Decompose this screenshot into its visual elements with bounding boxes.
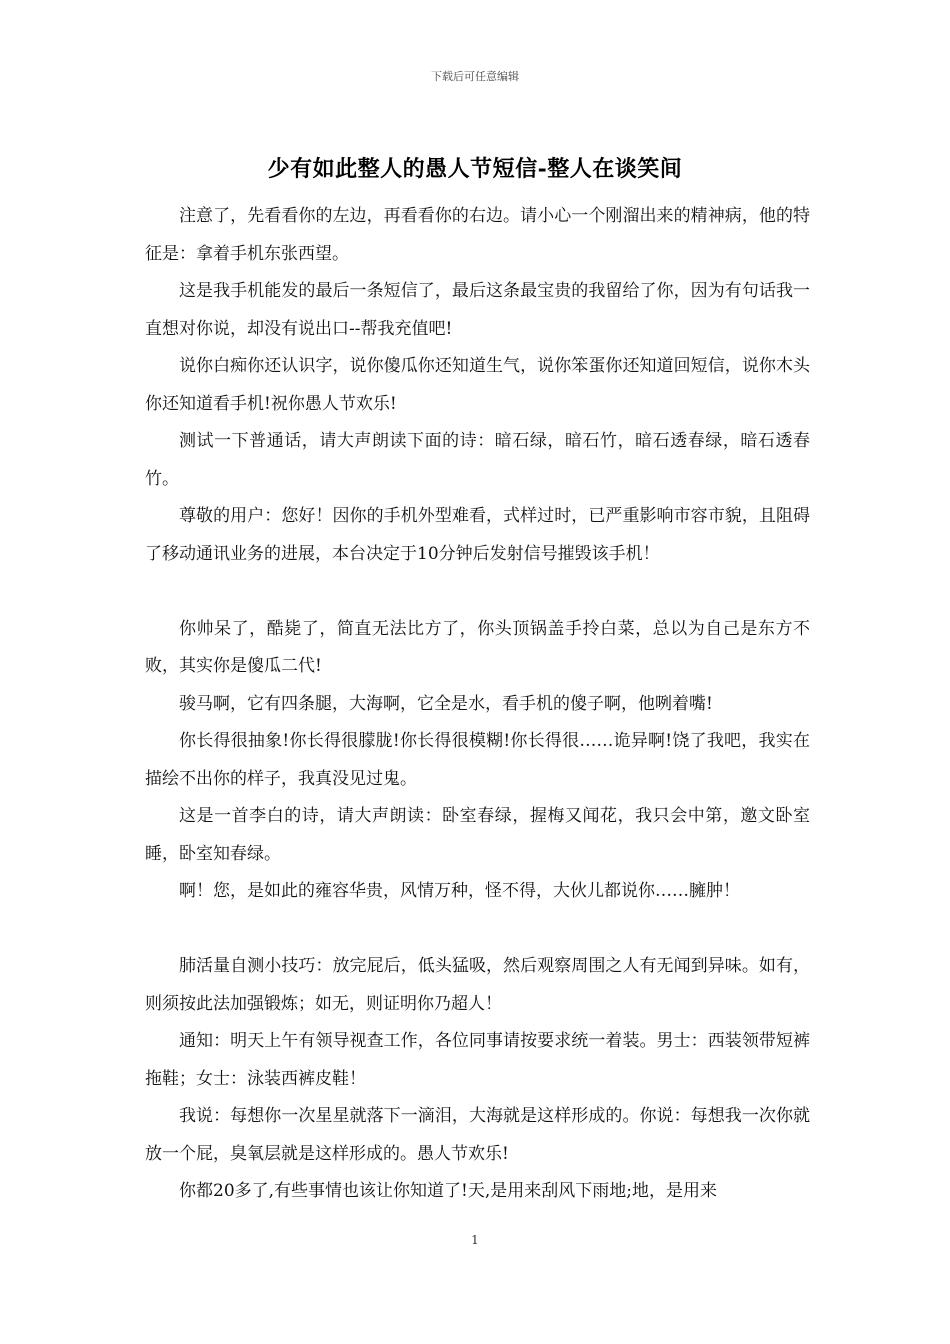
paragraph: 你都20多了,有些事情也该让你知道了!天,是用来刮风下雨地;地，是用来	[179, 1181, 717, 1201]
paragraph: 这是一首李白的诗，请大声朗读：卧室春绿，握梅又闻花，我只会中第，邀文卧室睡，卧室知春绿。	[145, 806, 810, 864]
paragraph: 我说：每想你一次星星就落下一滴泪，大海就是这样形成的。你说：每想我一次你就放一个屁，臭氧层就是这样形成的。愚人节欢乐!	[145, 1106, 810, 1164]
paragraph: 测试一下普通话，请大声朗读下面的诗：暗石绿，暗石竹，暗石透春绿，暗石透春竹。	[145, 431, 810, 489]
paragraph: 这是我手机能发的最后一条短信了，最后这条最宝贵的我留给了你，因为有句话我一直想对你说，却没有说出口--帮我充值吧!	[145, 281, 810, 339]
page-header: 下载后可任意编辑	[431, 70, 519, 83]
document-title: 少有如此整人的愚人节短信-整人在谈笑间	[267, 156, 683, 182]
paragraph: 啊！您，是如此的雍容华贵，风情万种，怪不得，大伙儿都说你……臃肿！	[179, 881, 740, 901]
paragraph: 你帅呆了，酷毙了，简直无法比方了，你头顶锅盖手拎白菜，总以为自己是东方不败，其实你是傻瓜二代!	[145, 618, 810, 676]
paragraph: 说你白痴你还认识字，说你傻瓜你还知道生气，说你笨蛋你还知道回短信，说你木头你还知道看手机!祝你愚人节欢乐!	[145, 356, 810, 414]
paragraph: 肺活量自测小技巧：放完屁后，低头猛吸，然后观察周围之人有无闻到异味。如有，则须按此法加强锻炼；如无，则证明你乃超人！	[145, 956, 810, 1014]
paragraph: 通知：明天上午有领导视查工作，各位同事请按要求统一着装。男士：西装领带短裤拖鞋；女士：泳装西裤皮鞋！	[145, 1031, 810, 1089]
paragraph: 注意了，先看看你的左边，再看看你的右边。请小心一个刚溜出来的精神病，他的特征是：拿着手机东张西望。	[145, 206, 810, 264]
page-number: 1	[471, 1233, 479, 1247]
paragraph: 你长得很抽象!你长得很朦胧!你长得很模糊!你长得很……诡异啊!饶了我吧，我实在描绘不出你的样子，我真没见过鬼。	[145, 731, 810, 789]
paragraph: 骏马啊，它有四条腿，大海啊，它全是水，看手机的傻子啊，他咧着嘴!	[179, 693, 713, 714]
document-body	[145, 198, 810, 1211]
paragraph: 尊敬的用户：您好！因你的手机外型难看，式样过时，已严重影响市容市貌，且阻碍了移动通讯业务的进展，本台决定于10分钟后发射信号摧毁该手机！	[145, 506, 810, 564]
blank-line	[145, 911, 810, 949]
blank-line	[145, 573, 810, 611]
